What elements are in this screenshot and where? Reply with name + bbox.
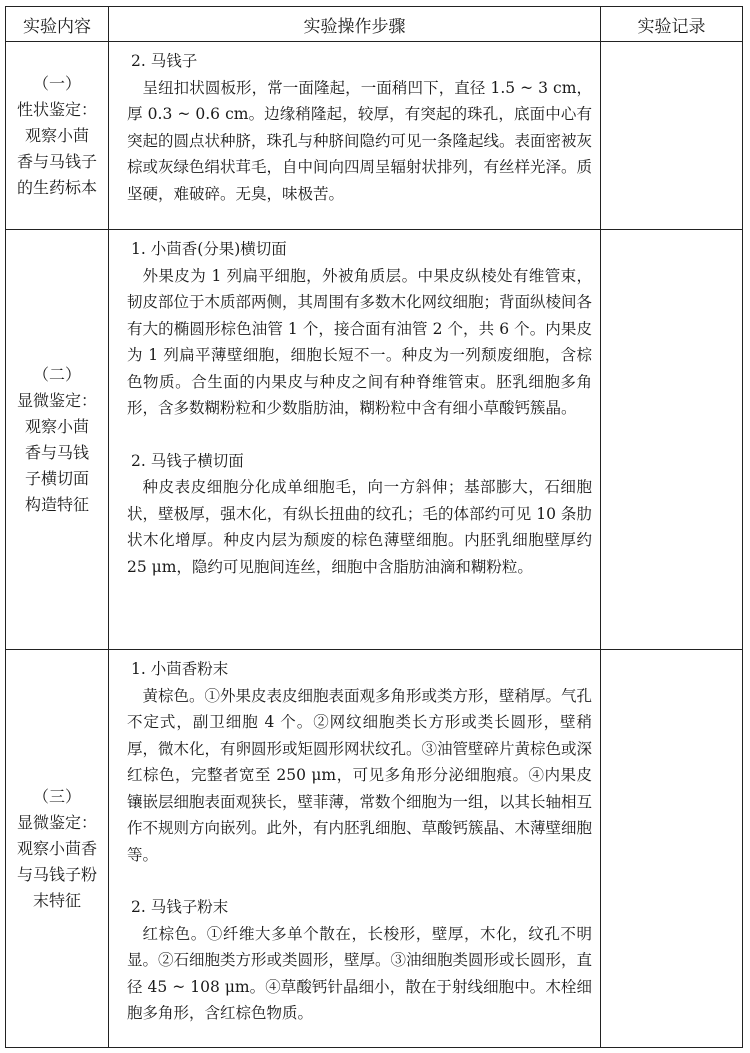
section-body: 黄棕色。①外果皮表皮细胞表面观多角形或类方形，壁稍厚。气孔不定式，副卫细胞 4 个。②网纹细胞类长方形或类长圆形，壁稍厚，微木化，有卵圆形或矩圆形网状纹孔。③油管壁碎片黄棕色或深红棕色，完整者宽至 250 μm，可见多角形分泌细胞痕。④内果皮镶嵌层细胞表面观狭长，壁菲薄，常数个细胞为一组，以其长轴相互作不规则方向嵌列。此外，有内胚乳细胞、草酸钙簇晶、木薄壁细胞等。 [127, 686, 593, 864]
section-body: 呈纽扣状圆板形，常一面隆起，一面稍凹下，直径 1.5 ~ 3 cm，厚 0.3 ~ 0.6 cm。边缘稍隆起，较厚，有突起的珠孔，底面中心有突起的圆点状种脐，珠孔与种脐间隐约可见一条隆起线。表面密被灰棕或灰绿色绢状茸毛，自中间向四周呈辐射状排列，有丝样光泽。质坚硬，难破碎。无臭，味极苦。 [127, 78, 593, 203]
header-content: 实验内容 [6, 7, 109, 42]
label-line: 香与马钱 [24, 442, 89, 462]
label-line: 观察小茴 [24, 416, 89, 436]
label-line: （二） [32, 364, 81, 384]
record-cell[interactable] [601, 230, 743, 650]
row-label [6, 230, 109, 650]
table-header-row [6, 7, 743, 42]
label-line: 观察小茴 [24, 125, 89, 145]
section-body: 红棕色。①纤维大多单个散在，长梭形，壁厚，木化，纹孔不明显。②石细胞类方形或类圆形，壁厚。③油细胞类圆形或长圆形，直径 45 ~ 108 μm。④草酸钙针晶细小，散在于射线细胞中。木栓细胞多角形，含红棕色物质。 [127, 924, 593, 1022]
label-line: 显微鉴定： [16, 390, 97, 410]
table-row [6, 42, 743, 230]
experiment-table [5, 6, 743, 1048]
experiment-table-sheet [5, 6, 742, 1048]
section-title: 2. 马钱子 [131, 52, 198, 70]
label-line: 与马钱子粉 [16, 864, 97, 884]
table-row [6, 230, 743, 650]
record-cell[interactable] [601, 650, 743, 1048]
label-line: （三） [32, 786, 81, 806]
label-line: 的生药标本 [16, 177, 97, 197]
label-line: 显微鉴定： [16, 812, 97, 832]
row-steps [109, 230, 601, 650]
section-title: 2. 马钱子横切面 [131, 451, 244, 470]
row-label [6, 650, 109, 1048]
row-label [6, 42, 109, 230]
label-line: 末特征 [32, 890, 81, 910]
row-steps [109, 650, 601, 1048]
label-line: 性状鉴定： [16, 99, 97, 119]
section-body: 外果皮为 1 列扁平细胞，外被角质层。中果皮纵棱处有维管束，韧皮部位于木质部两侧，其周围有多数木化网纹细胞；背面纵棱间各有大的椭圆形棕色油管 1 个，接合面有油管 2 个，共 6 个。内果皮为 1 列扁平薄壁细胞，细胞长短不一。种皮为一列颓废细胞，含棕色物质。合生面的内果皮与种皮之间有种脊维管束。胚乳细胞多角形，含多数糊粉粒和少数脂肪油，糊粉粒中含有细小草酸钙簇晶。 [127, 266, 593, 417]
record-cell[interactable] [601, 42, 743, 230]
section-title: 2. 马钱子粉末 [131, 898, 229, 916]
label-line: 观察小茴香 [16, 838, 97, 858]
header-record: 实验记录 [601, 7, 743, 42]
section-body: 种皮表皮细胞分化成单细胞毛，向一方斜伸；基部膨大，石细胞状，壁极厚，强木化，有纵长扭曲的纹孔；毛的体部约可见 10 条肋状木化增厚。种皮内层为颓废的棕色薄壁细胞。内胚乳细胞壁厚约 25 μm，隐约可见胞间连丝，细胞中含脂肪油滴和糊粉粒。 [127, 478, 592, 576]
section-gap [127, 422, 592, 448]
header-steps: 实验操作步骤 [109, 7, 601, 42]
table-row [6, 650, 743, 1048]
label-line: 香与马钱子 [16, 151, 97, 171]
row-steps [109, 42, 601, 230]
section-title: 1. 小茴香粉末 [131, 660, 229, 678]
section-title: 1. 小茴香(分果)横切面 [131, 240, 287, 258]
section-gap [127, 868, 592, 894]
label-line: 子横切面 [24, 468, 89, 488]
label-line: （一） [32, 73, 81, 93]
label-line: 构造特征 [24, 494, 89, 514]
